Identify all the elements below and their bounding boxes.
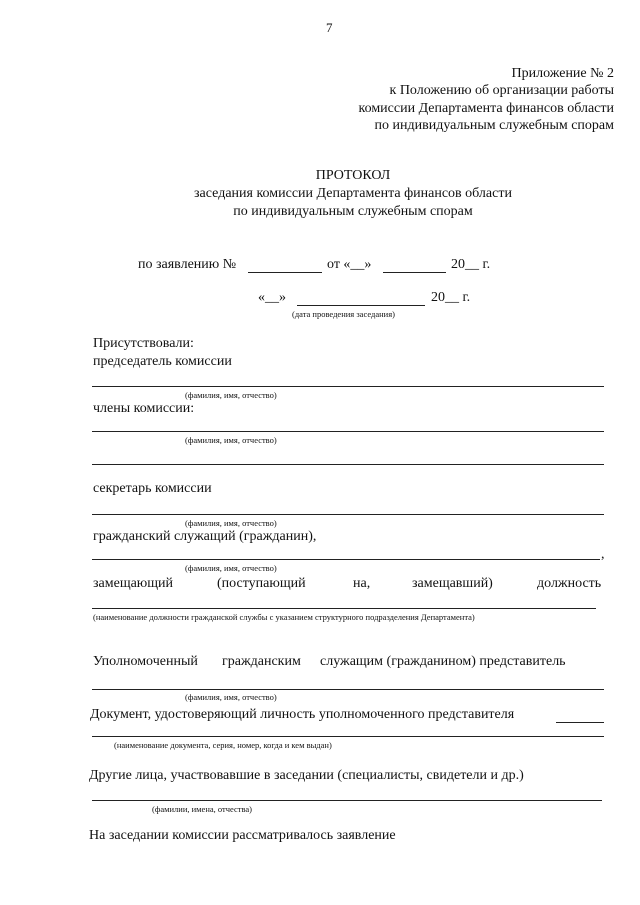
- position-word-1: замещающий: [93, 576, 174, 591]
- representative-caption: (фамилия, имя, отчество): [185, 692, 277, 702]
- protocol-subtitle-1: заседания комиссии Департамента финансов области: [194, 186, 512, 201]
- representative-word-3: служащим (гражданином) представитель: [320, 654, 566, 669]
- civil-servant-field[interactable]: [92, 559, 600, 560]
- secretary-caption: (фамилия, имя, отчество): [185, 518, 277, 528]
- appendix-title: Приложение № 2: [511, 66, 614, 81]
- members-caption: (фамилия, имя, отчество): [185, 435, 277, 445]
- position-word-4: замещавший): [412, 576, 493, 591]
- appendix-line-4: по индивидуальным служебным спорам: [374, 118, 614, 133]
- application-label: по заявлению №: [138, 257, 237, 272]
- others-field[interactable]: [92, 800, 602, 801]
- civil-servant-label: гражданский служащий (гражданин),: [93, 529, 317, 544]
- position-field[interactable]: [92, 608, 596, 609]
- application-from-label: от «__»: [327, 257, 372, 272]
- document-field[interactable]: [92, 736, 604, 737]
- members-label: члены комиссии:: [93, 401, 195, 416]
- meeting-day-label: «__»: [258, 290, 286, 305]
- chairman-caption: (фамилия, имя, отчество): [185, 390, 277, 400]
- meeting-date-field[interactable]: [297, 305, 425, 306]
- appendix-line-3: комиссии Департамента финансов области: [358, 101, 614, 116]
- application-number-field[interactable]: [248, 272, 322, 273]
- position-word-3: на,: [353, 576, 371, 591]
- document-caption: (наименование документа, серия, номер, когда и кем выдан): [114, 740, 332, 750]
- document-label: Документ, удостоверяющий личность уполномоченного представителя: [90, 707, 515, 722]
- position-word-2: (поступающий: [217, 576, 306, 591]
- secretary-field[interactable]: [92, 514, 604, 515]
- members-field-2[interactable]: [92, 464, 604, 465]
- meeting-year-label: 20__ г.: [431, 290, 471, 305]
- page-number: 7: [326, 20, 333, 35]
- position-caption: (наименование должности гражданской службы с указанием структурного подразделения Департамента): [93, 612, 475, 622]
- chairman-field[interactable]: [92, 386, 604, 387]
- position-word-5: должность: [537, 576, 602, 591]
- members-field-1[interactable]: [92, 431, 604, 432]
- meeting-date-caption: (дата проведения заседания): [292, 309, 395, 319]
- appendix-line-2: к Положению об организации работы: [389, 83, 614, 98]
- application-year-label: 20__ г.: [451, 257, 491, 272]
- protocol-heading: ПРОТОКОЛ: [315, 168, 391, 183]
- others-label: Другие лица, участвовавшие в заседании (специалисты, свидетели и др.): [89, 768, 524, 783]
- civil-servant-caption: (фамилия, имя, отчество): [185, 563, 277, 573]
- representative-word-1: Уполномоченный: [93, 654, 198, 669]
- present-label: Присутствовали:: [93, 336, 194, 351]
- comma: ,: [601, 547, 605, 562]
- chairman-label: председатель комиссии: [93, 354, 232, 369]
- application-month-field[interactable]: [383, 272, 446, 273]
- protocol-subtitle-2: по индивидуальным служебным спорам: [233, 204, 473, 219]
- considered-label: На заседании комиссии рассматривалось заявление: [89, 828, 396, 843]
- others-caption: (фамилии, имена, отчества): [152, 804, 253, 814]
- representative-field[interactable]: [92, 689, 604, 690]
- representative-word-2: гражданским: [222, 654, 301, 669]
- secretary-label: секретарь комиссии: [93, 481, 212, 496]
- document-inline-field[interactable]: [556, 722, 604, 723]
